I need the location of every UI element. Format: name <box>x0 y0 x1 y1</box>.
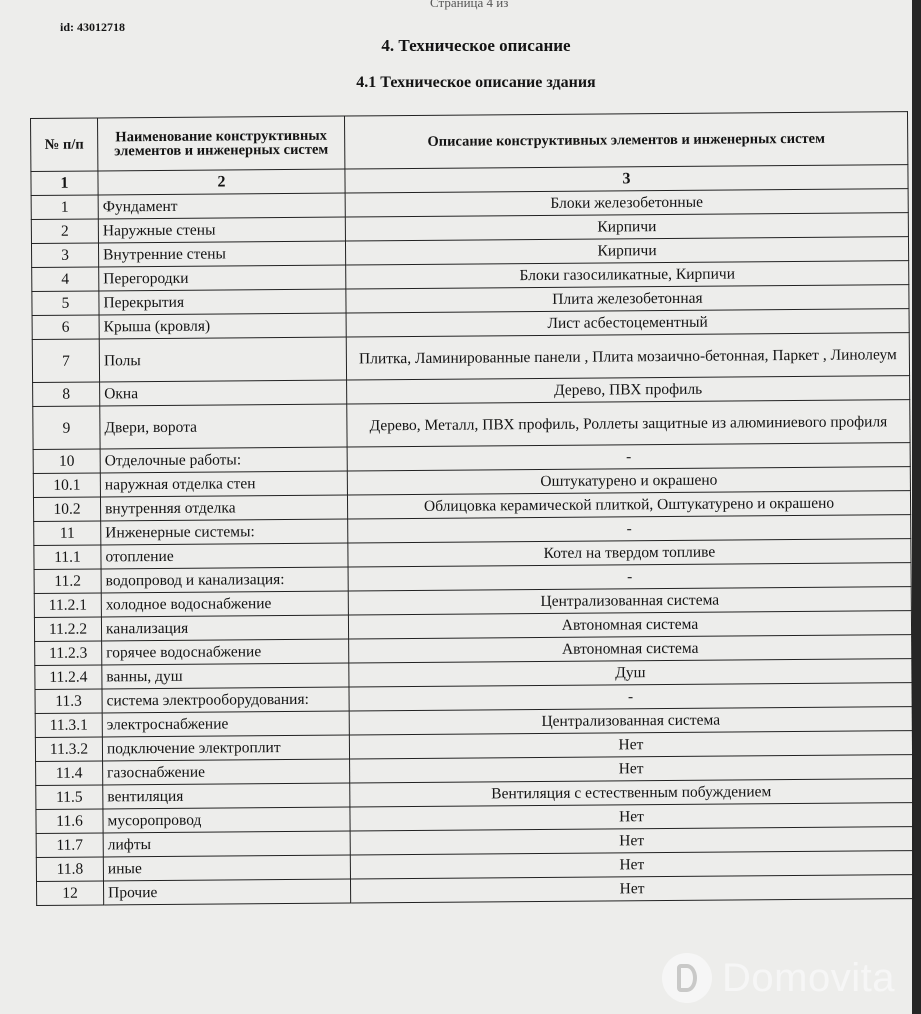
row-number: 11.7 <box>36 833 103 858</box>
row-element-name: холодное водоснабжение <box>101 591 348 617</box>
row-number: 10 <box>33 449 100 474</box>
page-header-cut: Страница 4 из <box>430 0 509 10</box>
row-description: Централизованная система <box>348 587 911 615</box>
table-header-row <box>31 112 908 172</box>
technical-description-table <box>30 111 914 906</box>
row-number: 9 <box>33 406 100 450</box>
row-number: 11.1 <box>34 545 101 570</box>
watermark-text: Domovita <box>722 955 895 1000</box>
row-description: Облицовка керамической плиткой, Оштукатурено и окрашено <box>347 491 910 519</box>
row-number: 3 <box>31 243 98 268</box>
row-element-name: Фундамент <box>98 193 345 219</box>
header-description: Описание конструктивных элементов и инженерных систем <box>344 112 907 169</box>
row-element-name: подключение электроплит <box>102 735 349 761</box>
row-element-name: Окна <box>100 380 347 406</box>
row-number: 11.2.4 <box>35 665 102 690</box>
table-row <box>33 400 910 450</box>
row-element-name: канализация <box>101 615 348 641</box>
row-number: 11.2.3 <box>35 641 102 666</box>
domovita-watermark <box>662 948 895 1008</box>
row-description: Душ <box>349 659 912 687</box>
index-cell: 3 <box>345 165 908 193</box>
header-element-name: Наименование конструктивных элементов и инженерных систем <box>98 116 345 171</box>
row-number: 2 <box>31 219 98 244</box>
row-element-name: иные <box>103 855 350 881</box>
row-element-name: Перекрытия <box>99 289 346 315</box>
domovita-logo-icon <box>662 953 712 1003</box>
row-element-name: Полы <box>99 337 346 382</box>
row-number: 5 <box>32 291 99 316</box>
row-number: 8 <box>33 382 100 407</box>
row-number: 11.5 <box>36 785 103 810</box>
row-element-name: Перегородки <box>99 265 346 291</box>
row-description: Котел на твердом топливе <box>348 539 911 567</box>
row-description: Нет <box>350 851 913 879</box>
row-description: Централизованная система <box>349 707 912 735</box>
row-element-name: вентиляция <box>103 783 350 809</box>
row-number: 11.3.1 <box>35 713 102 738</box>
document-id: id: 43012718 <box>60 20 126 34</box>
row-description: Плита железобетонная <box>346 285 909 313</box>
header-number: № п/п <box>31 118 98 172</box>
row-description: - <box>349 683 912 711</box>
row-element-name: электроснабжение <box>102 711 349 737</box>
row-element-name: ванны, душ <box>102 663 349 689</box>
row-element-name: лифты <box>103 831 350 857</box>
row-description: Плитка, Ламинированные панели , Плита мозаично-бетонная, Паркет , Линолеум <box>346 333 909 380</box>
subsection-title: 4.1 Техническое описание здания <box>356 74 596 91</box>
row-number: 7 <box>32 339 99 383</box>
row-element-name: водопровод и канализация: <box>101 567 348 593</box>
row-description: Вентиляция с естественным побуждением <box>350 779 913 807</box>
row-description: Нет <box>350 755 913 783</box>
row-description: - <box>348 515 911 543</box>
row-number: 1 <box>31 195 98 220</box>
row-element-name: система электрооборудования: <box>102 687 349 713</box>
row-description: Дерево, ПВХ профиль <box>347 376 910 404</box>
index-cell: 2 <box>98 169 345 195</box>
row-number: 11.6 <box>36 809 103 834</box>
row-description: Блоки железобетонные <box>345 189 908 217</box>
row-number: 12 <box>36 881 103 906</box>
row-element-name: отопление <box>101 543 348 569</box>
row-description: Лист асбестоцементный <box>346 309 909 337</box>
row-element-name: наружная отделка стен <box>100 471 347 497</box>
index-cell: 1 <box>31 171 98 196</box>
row-element-name: Двери, ворота <box>100 404 347 449</box>
row-element-name: Инженерные системы: <box>101 519 348 545</box>
row-description: - <box>347 443 910 471</box>
row-description: Нет <box>350 875 913 903</box>
section-title: 4. Техническое описание <box>381 36 571 55</box>
row-description: Нет <box>349 731 912 759</box>
row-description: - <box>348 563 911 591</box>
row-element-name: внутренняя отделка <box>100 495 347 521</box>
row-element-name: Наружные стены <box>98 217 345 243</box>
row-description: Блоки газосиликатные, Кирпичи <box>346 261 909 289</box>
row-number: 11.2 <box>34 569 101 594</box>
row-description: Кирпичи <box>345 237 908 265</box>
row-element-name: Прочие <box>103 879 350 905</box>
row-number: 11.2.2 <box>34 617 101 642</box>
row-number: 10.1 <box>33 473 100 498</box>
row-number: 11 <box>34 521 101 546</box>
row-element-name: Внутренние стены <box>98 241 345 267</box>
row-number: 11.3.2 <box>35 737 102 762</box>
table-row <box>32 333 909 383</box>
row-number: 11.4 <box>36 761 103 786</box>
row-number: 11.3 <box>35 689 102 714</box>
row-description: Нет <box>350 803 913 831</box>
row-element-name: Крыша (кровля) <box>99 313 346 339</box>
row-description: Кирпичи <box>345 213 908 241</box>
row-number: 11.8 <box>36 857 103 882</box>
row-element-name: горячее водоснабжение <box>102 639 349 665</box>
row-number: 11.2.1 <box>34 593 101 618</box>
row-number: 10.2 <box>33 497 100 522</box>
row-description: Автономная система <box>349 635 912 663</box>
row-description: Дерево, Металл, ПВХ профиль, Роллеты защитные из алюминиевого профиля <box>347 400 910 447</box>
row-description: Оштукатурено и окрашено <box>347 467 910 495</box>
row-number: 6 <box>32 315 99 340</box>
row-element-name: газоснабжение <box>103 759 350 785</box>
row-description: Нет <box>350 827 913 855</box>
row-number: 4 <box>32 267 99 292</box>
row-element-name: Отделочные работы: <box>100 447 347 473</box>
row-description: Автономная система <box>348 611 911 639</box>
row-element-name: мусоропровод <box>103 807 350 833</box>
